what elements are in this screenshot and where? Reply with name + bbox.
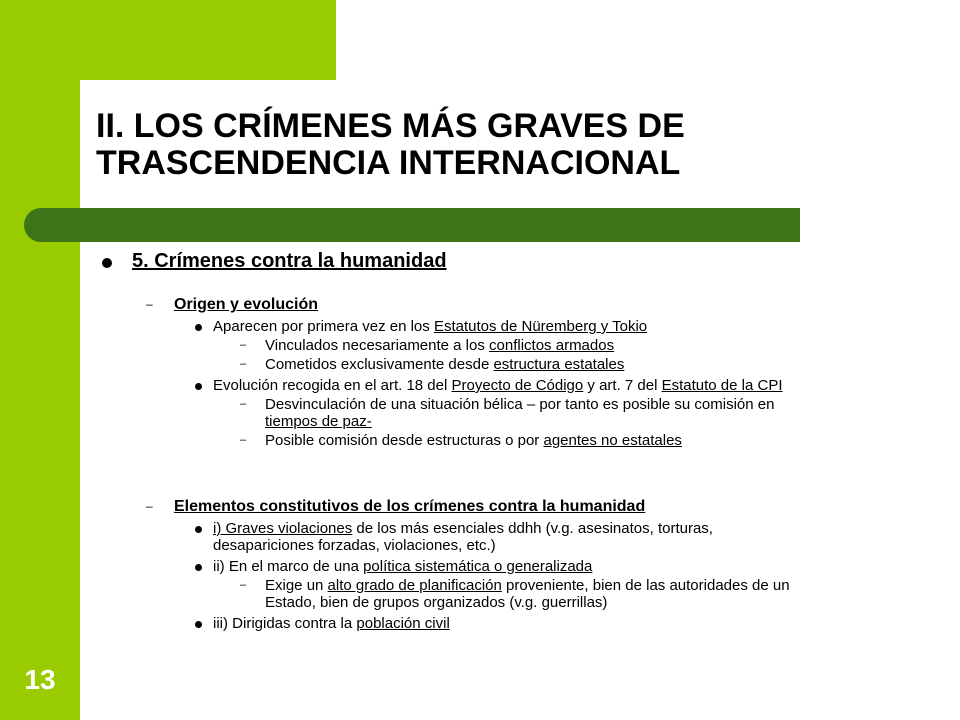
text: Vinculados necesariamente a los <box>265 337 490 354</box>
elements-bullet-2 <box>100 558 940 575</box>
bullet-icon <box>102 258 112 268</box>
page-number: 13 <box>24 664 56 695</box>
title-line-1: II. LOS CRÍMENES MÁS GRAVES DE <box>96 107 685 145</box>
origin-bullet-1 <box>100 318 940 335</box>
left-accent-bar <box>0 0 80 720</box>
slide-title <box>96 108 796 182</box>
underlined-term: estructura estatales <box>493 356 625 373</box>
dash-icon: – <box>240 398 247 410</box>
elements-sub-1 <box>100 577 940 611</box>
text: Exige un <box>265 577 328 594</box>
underlined-term: conflictos armados <box>489 337 615 354</box>
text: iii) Dirigidas contra la <box>213 615 357 632</box>
text: Posible comisión desde estructuras o por <box>265 432 544 449</box>
dash-icon: – <box>240 358 247 370</box>
elements-bullet-1 <box>100 520 940 554</box>
bullet-icon <box>195 383 202 390</box>
underlined-term: Estatuto de la CPI <box>661 377 783 394</box>
dash-icon: – <box>146 499 153 513</box>
text: Estado, bien de grupos organizados (v.g. guerrillas) <box>265 594 608 611</box>
elements-bullet-3 <box>100 615 940 632</box>
bullet-icon <box>195 324 202 331</box>
origin-sub-3 <box>100 396 940 430</box>
dash-icon: – <box>240 434 247 446</box>
title-divider-bar <box>24 208 800 242</box>
bullet-icon <box>195 621 202 628</box>
origin-heading-text: Origen y evolución <box>174 296 319 313</box>
origin-sub-2 <box>100 356 940 373</box>
underlined-term: i) Graves violaciones <box>213 520 353 537</box>
dash-icon: – <box>240 339 247 351</box>
section-heading <box>100 250 940 273</box>
text: Evolución recogida en el art. 18 del <box>213 377 452 394</box>
origin-heading <box>100 295 940 314</box>
elements-heading-text: Elementos constitutivos de los crímenes contra la humanidad <box>174 498 646 515</box>
text: Desvinculación de una situación bélica – por tanto es posible su comisión en <box>265 396 775 413</box>
title-line-2: TRASCENDENCIA INTERNACIONAL <box>96 144 681 182</box>
text: Aparecen por primera vez en los <box>213 318 434 335</box>
origin-bullet-2 <box>100 377 940 394</box>
bullet-icon <box>195 564 202 571</box>
origin-sub-4 <box>100 432 940 449</box>
text: proveniente, bien de las autoridades de un <box>501 577 790 594</box>
dash-icon: – <box>146 297 153 311</box>
underlined-term: tiempos de paz- <box>265 413 372 430</box>
text: Cometidos exclusivamente desde <box>265 356 494 373</box>
text: desapariciones forzadas, violaciones, etc.) <box>213 537 496 554</box>
elements-heading <box>100 497 940 516</box>
dash-icon: – <box>240 579 247 591</box>
underlined-term: población civil <box>356 615 450 632</box>
text: ii) En el marco de una <box>213 558 364 575</box>
underlined-term: Estatutos de Nüremberg y Tokio <box>433 318 648 335</box>
slide-content <box>100 250 940 632</box>
underlined-term: agentes no estatales <box>543 432 682 449</box>
top-accent-block <box>80 0 336 80</box>
origin-sub-1 <box>100 337 940 354</box>
text: de los más esenciales ddhh (v.g. asesinatos, torturas, <box>352 520 713 537</box>
section-heading-text: 5. Crímenes contra la humanidad <box>132 250 447 272</box>
text: y art. 7 del <box>583 377 662 394</box>
underlined-term: Proyecto de Código <box>451 377 584 394</box>
bullet-icon <box>195 526 202 533</box>
underlined-term: política sistemática o generalizada <box>363 558 593 575</box>
underlined-term: alto grado de planificación <box>327 577 502 594</box>
